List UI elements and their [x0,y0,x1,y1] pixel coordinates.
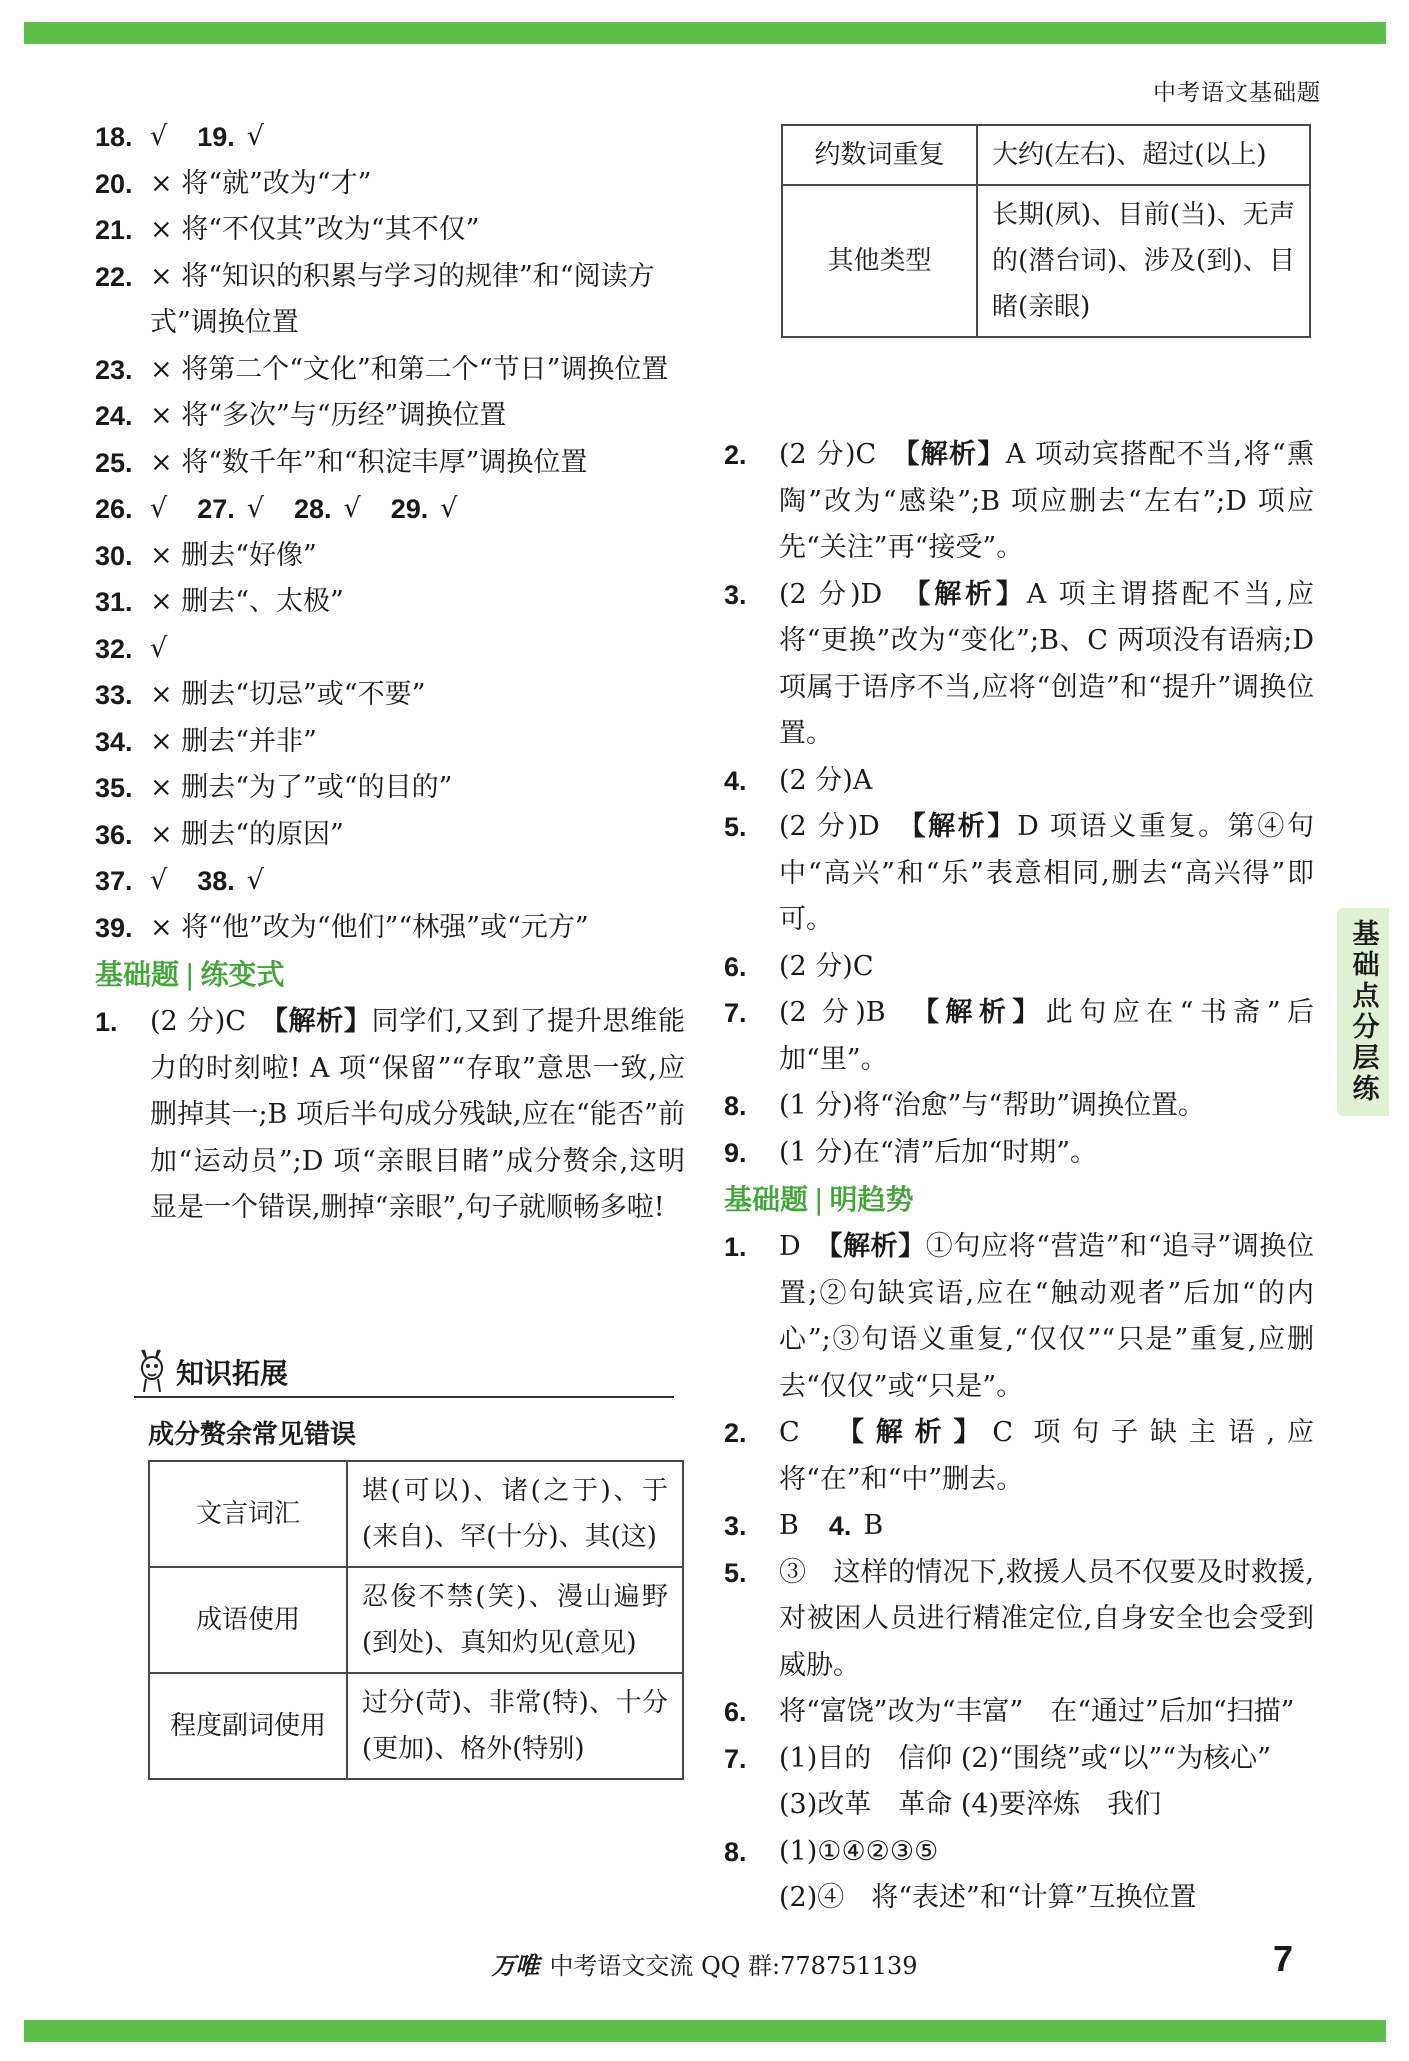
answer-number: 28. [293,494,332,524]
answer-item [724,990,1314,1083]
answer-number: 27. [197,494,235,524]
answer-row-37-38 [95,858,685,905]
analysis-tag: 【解析】 [916,578,1027,610]
answer-mark: √ [343,493,361,524]
bottom-green-bar [24,2020,1386,2042]
answer-mark: √ [246,121,264,152]
page-header-title: 中考语文基础题 [1153,80,1321,106]
table-row [149,1567,683,1673]
answer-item [95,999,685,1232]
answer-item [95,672,685,719]
answer-number: 25. [95,447,133,478]
analysis-tag: 【解析】 [925,997,1046,1028]
table-category: 成语使用 [149,1567,347,1673]
answer-number: 26. [95,494,133,524]
answer-item [95,719,685,766]
answer-item [724,1550,1314,1690]
answer-number: 8. [724,1091,747,1121]
redundancy-error-table [148,1460,684,1780]
answer-item [95,440,685,487]
answer-text: × 删去“、太极” [150,586,344,617]
answer-item [724,804,1314,944]
answer-item [95,765,685,812]
top-green-bar [24,22,1386,44]
table-category: 文言词汇 [149,1461,347,1567]
answer-number: 34. [95,726,133,757]
table-row [149,1461,683,1567]
answer-item [95,533,685,580]
answer-text: A 项动宾搭配不当,将“熏陶”改为“感染”;B 项应删去“左右”;D 项应先“关注”再“接受”。 [779,439,1314,563]
answer-number: 4. [828,1511,852,1541]
answer-number: 29. [390,494,429,524]
answer-number: 31. [95,587,133,617]
answer-score: (2 分)A [779,764,873,796]
table-examples: 忍俊不禁(笑)、漫山遍野(到处)、真知灼见(意见) [347,1567,683,1673]
table-examples: 过分(苛)、非常(特)、十分(更加)、格外(特别) [347,1673,683,1779]
answer-number: 7. [724,1743,747,1774]
answer-item-continued [724,1875,1314,1922]
answer-text: × 将“多次”与“历经”调换位置 [150,400,507,431]
table-examples: 大约(左右)、超过(以上) [977,125,1310,185]
answer-text: × 将“知识的积累与学习的规律”和“阅读方式”调换位置 [150,260,655,338]
redundancy-error-table-continued [781,124,1311,338]
answer-item [95,812,685,859]
answer-item [724,1083,1314,1130]
table-category: 其他类型 [782,185,977,337]
answer-item [724,1829,1314,1876]
analysis-tag: 【解析】 [828,1231,926,1262]
section-heading-mingqushi [724,1176,1314,1224]
answer-number: 35. [95,773,133,803]
answer-number: 2. [724,1418,747,1448]
answer-number: 38. [197,866,235,896]
answer-number: 19. [197,122,235,152]
table-category: 约数词重复 [782,125,977,185]
answer-score: (1 分)在“清”后加“时期”。 [779,1136,1098,1168]
page-footer [0,1946,1409,1981]
answer-score: D [779,1231,829,1262]
answer-row-18-19 [95,114,685,161]
answer-text: (1)①④②③⑤ [779,1835,939,1867]
answer-mark: √ [246,865,264,896]
left-column [95,114,685,1232]
answer-item [95,207,685,254]
answer-score: (2 分)D [779,578,917,610]
answer-item [95,905,685,952]
answer-text: × 将“数千年”和“积淀丰厚”调换位置 [150,446,588,478]
answer-number: 6. [724,951,747,982]
answer-text: 此句应在“书斋”后加“里”。 [779,997,1315,1075]
answer-item [95,161,685,208]
answer-row-26-29 [95,486,685,533]
analysis-tag: 【解析】 [905,439,1006,470]
table-examples: 堪(可以)、诸(之于)、于(来自)、罕(十分)、其(这) [347,1461,683,1567]
deer-mascot-icon [134,1346,170,1394]
answer-number: 22. [95,261,133,292]
answer-pair [197,486,264,533]
answer-item [95,347,685,394]
answer-text: D 项语义重复。第④句中“高兴”和“乐”表意相同,删去“高兴得”即可。 [779,811,1314,935]
answer-pair [829,1503,883,1550]
answer-text: A 项主谓搭配不当,应将“更换”改为“变化”;B、C 两项没有语病;D 项属于语序不当,应将“创造”和“提升”调换位置。 [779,578,1314,749]
section-heading-part: 基础题 [95,958,180,991]
analysis-tag: 【解析】 [274,1006,372,1037]
answer-text: × 删去“好像” [150,539,317,571]
answer-item [724,758,1314,805]
answer-item [724,1130,1314,1177]
answer-text: × 将“不仅其”改为“其不仅” [150,214,480,245]
answer-number: 20. [95,168,133,199]
answer-pair [197,858,264,905]
answer-text: 将“富饶”改为“丰富” 在“通过”后加“扫描” [779,1696,1295,1727]
answer-number: 4. [724,765,747,796]
answer-number: 1. [724,1232,747,1262]
answer-pair [724,1503,799,1550]
answer-score: (2 分)D [779,811,913,842]
answer-text: 同学们,又到了提升思维能力的时刻啦! A 项“保留”“存取”意思一致,应删掉其一;B 项后半句成分残缺,应在“能否”前加“运动员”;D 项“亲眼目睹”成分赘余,这明显是一个错误,删掉“亲眼”,句子就顺畅多啦! [150,1006,685,1223]
answer-item [724,1736,1314,1829]
analysis-tag: 【解析】 [850,1417,993,1448]
section-heading-separator: | [185,958,195,991]
answer-pair [391,486,458,533]
answer-number: 9. [724,1137,747,1168]
answer-text: × 将第二个“文化”和第二个“节日”调换位置 [150,353,669,385]
answer-item [95,254,685,347]
answer-item [724,572,1314,758]
answer-number: 24. [95,401,133,431]
answer-text: ③ 这样的情况下,救援人员不仅要及时救援,对被困人员进行精准定位,自身安全也会受到威胁。 [779,1556,1314,1681]
knowledge-extension-subtitle: 成分赘余常见错误 [148,1420,357,1450]
answer-mark: √ [150,121,168,152]
answer-text: √ [150,632,168,664]
answer-pair [95,486,167,533]
answer-number: 23. [95,354,133,385]
section-heading-part: 基础题 [724,1183,809,1216]
answer-number: 8. [724,1836,747,1867]
answer-text: (2)④ 将“表述”和“计算”互换位置 [779,1882,1197,1913]
answer-text: × 删去“为了”或“的目的” [150,772,453,803]
answer-score: (1 分)将“治愈”与“帮助”调换位置。 [779,1090,1206,1121]
answer-item [724,432,1314,572]
answer-score: (2 分)C [150,1006,275,1037]
answer-mark: B [863,1510,884,1541]
footer-text: 中考语文交流 QQ 群:778751139 [549,1952,918,1980]
table-row [782,185,1310,337]
answer-number: 37. [95,866,133,896]
analysis-tag: 【解析】 [912,811,1018,842]
answer-item [724,1410,1314,1503]
answer-number: 39. [95,912,133,943]
answer-mark: √ [150,493,168,524]
answer-number: 5. [724,1557,747,1588]
answer-item [95,579,685,626]
answer-number: 1. [95,1007,118,1037]
answer-score: (2 分)C [779,439,906,470]
section-heading-lianbianshi [95,951,685,999]
answer-mark: √ [150,865,168,896]
answer-text: ①句应将“营造”和“追寻”调换位置;②句缺宾语,应在“触动观者”后加“的内心”;③句语义重复,“仅仅”“只是”重复,应删去“仅仅”或“只是”。 [779,1231,1314,1402]
right-column [724,432,1314,1922]
section-heading-part: 明趋势 [829,1183,914,1216]
answer-item [95,393,685,440]
answer-text: × 将“就”改为“才” [150,167,372,199]
section-heading-part: 练变式 [200,958,285,991]
answer-number: 3. [724,1511,747,1541]
answer-score: (2 分)C [779,950,874,982]
answer-row-3-4 [724,1503,1314,1550]
knowledge-extension-header [134,1350,674,1398]
section-heading-separator: | [814,1183,824,1216]
answer-number: 2. [724,440,747,470]
answer-text: × 将“他”改为“他们”“林强”或“元方” [150,911,589,943]
answer-pair [294,486,361,533]
answer-pair [95,858,167,905]
answer-number: 7. [724,998,747,1028]
answer-number: 33. [95,680,133,710]
answer-text: (1)目的 信仰 (2)“围绕”或“以”“为核心” (3)改革 革命 (4)要淬炼 我们 [779,1742,1271,1820]
answer-number: 18. [95,122,133,152]
answer-text: × 删去“的原因” [150,818,344,850]
answer-text: × 删去“并非” [150,725,317,757]
knowledge-extension-title: 知识拓展 [176,1357,289,1390]
answer-number: 6. [724,1697,747,1727]
answer-item [724,944,1314,991]
answer-mark: √ [440,493,458,524]
answer-mark: √ [246,493,264,524]
answer-pair [197,114,264,161]
answer-number: 36. [95,819,133,850]
answer-pair [95,114,167,161]
answer-score: C [779,1417,851,1448]
side-chapter-tab [1337,908,1389,1116]
answer-number: 5. [724,812,747,842]
answer-mark: B [779,1510,799,1541]
table-category: 程度副词使用 [149,1673,347,1779]
answer-item [724,1689,1314,1736]
page-number: 7 [1273,1938,1294,1979]
answer-text: × 删去“切忌”或“不要” [150,679,426,710]
answer-score: (2 分)B [779,997,926,1028]
answer-item [95,626,685,673]
answer-number: 3. [724,579,747,610]
answer-number: 21. [95,215,133,245]
table-row [782,125,1310,185]
table-examples: 长期(夙)、目前(当)、无声的(潜台词)、涉及(到)、目睹(亲眼) [977,185,1310,337]
side-tab-label: 基础点分层练 [1347,919,1379,1105]
answer-number: 32. [95,633,133,664]
answer-text: C 项句子缺主语,应将“在”和“中”删去。 [779,1417,1314,1495]
answer-item [724,1224,1314,1410]
brand-logo: 万唯 [491,1952,540,1980]
table-row [149,1673,683,1779]
answer-number: 30. [95,540,133,571]
